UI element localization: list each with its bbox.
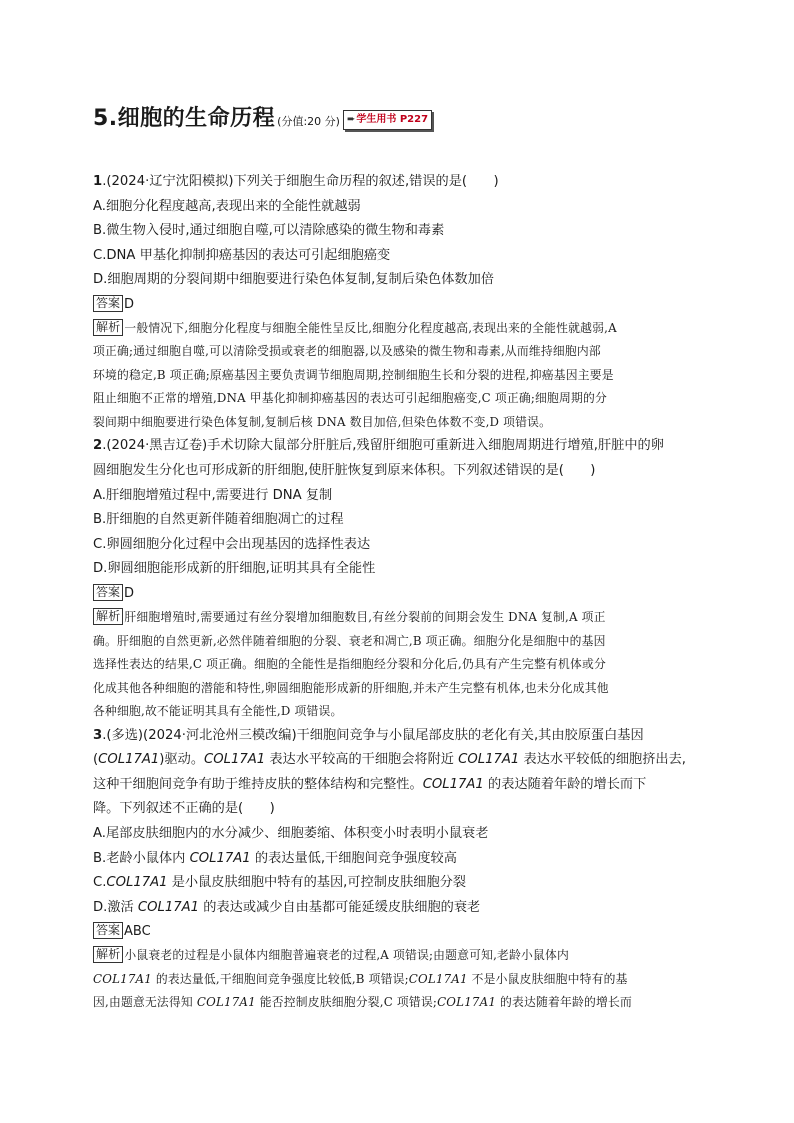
question-stem-text: 这种干细胞间竞争有助于维持皮肤的整体结构和完整性。COL17A1 的表达随着年龄的增长而下 (93, 776, 647, 792)
answer-option: B.肝细胞的自然更新伴随着细胞凋亡的过程 (93, 512, 344, 528)
question-block (93, 434, 703, 723)
explanation-line: 因,由题意无法得知 COL17A1 能否控制皮肤细胞分裂,C 项错误;COL17A1 的表达随着年龄的增长而 (93, 995, 632, 1010)
answer-option: A.肝细胞增殖过程中,需要进行 DNA 复制 (93, 487, 333, 503)
answer-value: D (124, 296, 135, 312)
answer-value: ABC (124, 924, 151, 940)
question-stem-text: 圆细胞发生分化也可形成新的肝细胞,使肝脏恢复到原来体积。下列叙述错误的是( ) (93, 463, 596, 479)
student-book-ref-label: 学生用书 P227 (356, 114, 429, 125)
answer-option: A.尾部皮肤细胞内的水分减少、细胞萎缩、体积变小时表明小鼠衰老 (93, 825, 489, 841)
answer-row (93, 920, 703, 944)
explanation-label: 解析 (93, 946, 123, 963)
score-note: (分值:20 分) (277, 115, 340, 128)
explanation-line: COL17A1 的表达量低,干细胞间竞争强度比较低,B 项错误;COL17A1 不是小鼠皮肤细胞中特有的基 (93, 971, 628, 986)
explanation (93, 317, 703, 435)
explanation-line: 解析 一般情况下,细胞分化程度与细胞全能性呈反比,细胞分化程度越高,表现出来的全能性就越弱,A (93, 317, 703, 341)
answer-label: 答案 (93, 922, 123, 939)
question-stem (93, 170, 703, 195)
explanation-line: 化成其他各种细胞的潜能和特性,卵圆细胞能形成新的肝细胞,并未产生完整有机体,也未分化成其他 (93, 680, 609, 695)
explanation-line: 选择性表达的结果,C 项正确。细胞的全能性是指细胞经分裂和分化后,仍具有产生完整有机体或分 (93, 657, 606, 672)
explanation-label: 解析 (93, 608, 123, 625)
question-block (93, 724, 703, 1015)
answer-option: D.卵圆细胞能形成新的肝细胞,证明其具有全能性 (93, 561, 376, 577)
student-book-ref[interactable] (343, 110, 432, 130)
question-number: 1 (93, 174, 103, 189)
answer-option: B.微生物入侵时,通过细胞自噬,可以清除感染的微生物和毒素 (93, 223, 445, 239)
answer-option: A.细胞分化程度越高,表现出来的全能性就越弱 (93, 198, 361, 214)
question-block (93, 170, 703, 434)
explanation-line: 环境的稳定,B 项正确;原癌基因主要负责调节细胞周期,控制细胞生长和分裂的进程,抑癌基因主要是 (93, 367, 614, 382)
question-stem-text: (COL17A1)驱动。COL17A1 表达水平较高的干细胞会将附近 COL17A1 表达水平较低的细胞挤出去, (93, 752, 686, 768)
explanation-line: 裂间期中细胞要进行染色体复制,复制后核 DNA 数目加倍,但染色体数不变,D 项错误。 (93, 414, 552, 429)
question-list (93, 170, 703, 1015)
question-stem (93, 797, 703, 822)
answer-option: B.老龄小鼠体内 COL17A1 的表达量低,干细胞间竞争强度较高 (93, 850, 457, 866)
question-stem-text: .(多选)(2024·河北沧州三模改编)干细胞间竞争与小鼠尾部皮肤的老化有关,其由胶原蛋白基因 (102, 727, 644, 743)
answer-label: 答案 (93, 584, 123, 601)
explanation-line: 各种细胞,故不能证明其具有全能性,D 项错误。 (93, 704, 343, 719)
explanation (93, 606, 703, 724)
question-number: 3 (93, 727, 103, 743)
answer-option: C.COL17A1 是小鼠皮肤细胞中特有的基因,可控制皮肤细胞分裂 (93, 875, 467, 891)
question-stem (93, 434, 703, 459)
answer-option: C.DNA 甲基化抑制抑癌基因的表达可引起细胞癌变 (93, 247, 391, 263)
answer-value: D (124, 586, 135, 602)
arrow-right-icon: ➨ (346, 114, 356, 125)
explanation-line: 解析 肝细胞增殖时,需要通过有丝分裂增加细胞数目,有丝分裂前的间期会发生 DNA 复制,A 项正 (93, 606, 703, 630)
section-header (93, 100, 703, 134)
explanation-label: 解析 (93, 319, 123, 336)
question-number: 2 (93, 438, 103, 454)
explanation-line: 阻止细胞不正常的增殖,DNA 甲基化抑制抑癌基因的表达可引起细胞癌变,C 项正确;细胞周期的分 (93, 391, 607, 406)
explanation-line: 项正确;通过细胞自噬,可以清除受损或衰老的细胞器,以及感染的微生物和毒素,从而维持细胞内部 (93, 344, 601, 359)
answer-option: D.细胞周期的分裂间期中细胞要进行染色体复制,复制后染色体数加倍 (93, 272, 494, 288)
question-stem (93, 459, 703, 484)
document-page (93, 100, 703, 1015)
answer-option: D.激活 COL17A1 的表达或减少自由基都可能延缓皮肤细胞的衰老 (93, 899, 481, 915)
question-stem-text: .(2024·黑吉辽卷)手术切除大鼠部分肝脏后,残留肝细胞可重新进入细胞周期进行增殖,肝脏中的卵 (102, 438, 664, 454)
explanation-line: 确。肝细胞的自然更新,必然伴随着细胞的分裂、衰老和凋亡,B 项正确。细胞分化是细胞中的基因 (93, 633, 606, 648)
answer-row (93, 582, 703, 606)
explanation-line: 解析 小鼠衰老的过程是小鼠体内细胞普遍衰老的过程,A 项错误;由题意可知,老龄小鼠体内 (93, 944, 703, 968)
explanation (93, 944, 703, 1015)
section-title: 5.细胞的生命历程 (93, 106, 276, 131)
answer-option: C.卵圆细胞分化过程中会出现基因的选择性表达 (93, 536, 371, 552)
question-stem (93, 748, 703, 773)
question-stem-text: .(2024·辽宁沈阳模拟)下列关于细胞生命历程的叙述,错误的是( ) (102, 174, 499, 189)
answer-label: 答案 (93, 295, 123, 312)
question-stem (93, 724, 703, 749)
question-stem-text: 降。下列叙述不正确的是( ) (93, 801, 275, 817)
answer-row (93, 293, 703, 317)
question-stem (93, 773, 703, 798)
